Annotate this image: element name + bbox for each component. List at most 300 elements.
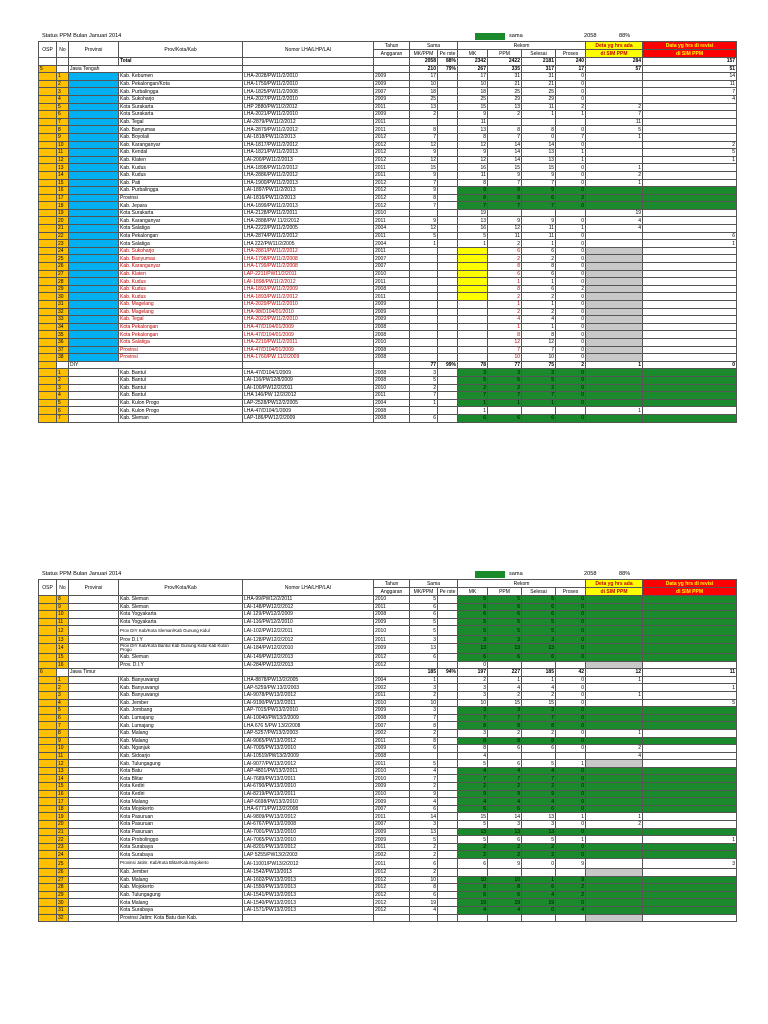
deta-value bbox=[586, 384, 643, 392]
row-number: 4 bbox=[57, 699, 69, 707]
mk-value: 17 bbox=[458, 73, 488, 81]
col-deta-sub: di SIM PPM bbox=[586, 50, 643, 58]
row-number: 3 bbox=[57, 384, 69, 392]
kab-name: Kab. Magelang bbox=[119, 301, 243, 309]
revisi-value bbox=[643, 618, 737, 626]
osp-cell bbox=[39, 783, 57, 791]
proses-value: 0 bbox=[556, 126, 586, 134]
row-number: 1 bbox=[57, 73, 69, 81]
report-number: LHA-2028/PW11/2/2010 bbox=[243, 73, 374, 81]
row-number: 29 bbox=[57, 285, 69, 293]
ppm-value: 6 bbox=[488, 270, 522, 278]
proses-value: 0 bbox=[556, 653, 586, 661]
table-row bbox=[39, 126, 737, 134]
deta-value bbox=[586, 301, 643, 309]
report-number: LAI-1898/PW11/2/2012 bbox=[243, 278, 374, 286]
table-row bbox=[39, 88, 737, 96]
proses-value: 0 bbox=[556, 232, 586, 240]
revisi-value bbox=[643, 876, 737, 884]
selesai-value: 5 bbox=[522, 376, 556, 384]
year: 2012 bbox=[374, 179, 410, 187]
proses-value: 0 bbox=[556, 618, 586, 626]
revisi-value bbox=[643, 745, 737, 753]
report-number: LAI-9078/PW13/2/2012 bbox=[243, 691, 374, 699]
revisi-value bbox=[643, 821, 737, 829]
year: 2012 bbox=[374, 194, 410, 202]
selesai-value bbox=[522, 869, 556, 877]
osp-cell bbox=[39, 767, 57, 775]
mk-value: 5 bbox=[458, 232, 488, 240]
osp-cell bbox=[39, 859, 57, 869]
year: 2011 bbox=[374, 126, 410, 134]
osp-cell bbox=[39, 836, 57, 844]
mk-value: 5 bbox=[458, 596, 488, 604]
kab-name: Kab. Magelang bbox=[119, 308, 243, 316]
deta-value bbox=[586, 376, 643, 384]
province-cell bbox=[69, 285, 119, 293]
mk-value bbox=[458, 323, 488, 331]
same-count bbox=[410, 301, 438, 309]
percent-cell bbox=[438, 323, 458, 331]
table-row bbox=[39, 278, 737, 286]
table-row bbox=[39, 316, 737, 324]
proses-value: 0 bbox=[556, 255, 586, 263]
mk-value bbox=[458, 346, 488, 354]
selesai-value: 7 bbox=[522, 179, 556, 187]
table-row bbox=[39, 407, 737, 415]
row-number: 6 bbox=[57, 407, 69, 415]
kab-name: Kab. Karanganyar bbox=[119, 263, 243, 271]
kab-name: Kab. Lumajang bbox=[119, 714, 243, 722]
mk-value: 9 bbox=[458, 187, 488, 195]
year: 2009 bbox=[374, 95, 410, 103]
proses-value: 0 bbox=[556, 821, 586, 829]
percent-cell bbox=[438, 270, 458, 278]
year: 2012 bbox=[374, 661, 410, 669]
ppm-value: 2 bbox=[488, 691, 522, 699]
row-number: 3 bbox=[57, 691, 69, 699]
ppm-value: 15 bbox=[488, 699, 522, 707]
same-count bbox=[410, 263, 438, 271]
kab-name: Kab. Kudus bbox=[119, 278, 243, 286]
ppm-value: 14 bbox=[488, 156, 522, 164]
mk-value bbox=[458, 263, 488, 271]
ppm-value: 3 bbox=[488, 636, 522, 644]
deta-value bbox=[586, 914, 643, 922]
kab-name: Provinsi bbox=[119, 346, 243, 354]
report-number: LAI-1540/PW13/2/2013 bbox=[243, 899, 374, 907]
col-no: No bbox=[57, 42, 69, 58]
mk-value bbox=[458, 255, 488, 263]
mk-value: 3 bbox=[458, 369, 488, 377]
group-deta: 57 bbox=[586, 65, 643, 73]
cell bbox=[374, 58, 410, 66]
percent-cell bbox=[438, 285, 458, 293]
same-count: 25 bbox=[410, 95, 438, 103]
revisi-value bbox=[643, 798, 737, 806]
report-number: LHA-1799/PW11/2/2008 bbox=[243, 263, 374, 271]
kab-name: Prov DIY Kab/Kota Bantul Kab Gunung Kidul Kab Kulon Progo bbox=[119, 643, 243, 653]
province-cell bbox=[69, 399, 119, 407]
year: 2010 bbox=[374, 384, 410, 392]
row-number: 8 bbox=[57, 126, 69, 134]
same-count bbox=[410, 316, 438, 324]
selesai-value: 4 bbox=[522, 684, 556, 692]
selesai-value: 8 bbox=[522, 263, 556, 271]
proses-value: 1 bbox=[556, 760, 586, 768]
deta-value bbox=[586, 643, 643, 653]
ppm-value: 7 bbox=[488, 133, 522, 141]
same-count: 9 bbox=[410, 790, 438, 798]
deta-value bbox=[586, 270, 643, 278]
row-number: 34 bbox=[57, 323, 69, 331]
kab-name: Kab. Pati bbox=[119, 179, 243, 187]
kab-name: Kab. Banyuwangi bbox=[119, 676, 243, 684]
group-pct: 99% bbox=[438, 361, 458, 369]
selesai-value: 3 bbox=[522, 707, 556, 715]
table-row bbox=[39, 636, 737, 644]
row-number: 32 bbox=[57, 308, 69, 316]
deta-value: 4 bbox=[586, 225, 643, 233]
mk-value: 3 bbox=[458, 729, 488, 737]
deta-value bbox=[586, 876, 643, 884]
report-number: LAI-9065/PW13/2/2012 bbox=[243, 737, 374, 745]
year: 2008 bbox=[374, 611, 410, 619]
same-count: 6 bbox=[410, 653, 438, 661]
row-number: 6 bbox=[57, 111, 69, 119]
same-count bbox=[410, 308, 438, 316]
revisi-value: 1 bbox=[643, 156, 737, 164]
same-count: 10 bbox=[410, 876, 438, 884]
report-number: LAP-186/PW12/2/2009 bbox=[243, 414, 374, 422]
mk-value: 15 bbox=[458, 813, 488, 821]
proses-value bbox=[556, 869, 586, 877]
kab-name: Kota Batu bbox=[119, 767, 243, 775]
row-number: 5 bbox=[57, 399, 69, 407]
row-number: 15 bbox=[57, 783, 69, 791]
proses-value: 0 bbox=[556, 240, 586, 248]
selesai-value: 3 bbox=[522, 369, 556, 377]
ppm-value: 1 bbox=[488, 399, 522, 407]
selesai-value: 0 bbox=[522, 906, 556, 914]
same-count: 9 bbox=[410, 217, 438, 225]
province-cell bbox=[69, 278, 119, 286]
kab-name: Kab. Bantul bbox=[119, 384, 243, 392]
ppm-value: 8 bbox=[488, 884, 522, 892]
ppm-value: 14 bbox=[488, 813, 522, 821]
province-cell bbox=[69, 626, 119, 636]
deta-value: 1 bbox=[586, 729, 643, 737]
selesai-value: 10 bbox=[522, 354, 556, 362]
selesai-value: 4 bbox=[522, 767, 556, 775]
table-row bbox=[39, 699, 737, 707]
row-number: 7 bbox=[57, 414, 69, 422]
mk-value: 6 bbox=[458, 805, 488, 813]
col-persen: Pe rste bbox=[438, 588, 458, 596]
mk-value: 5 bbox=[458, 376, 488, 384]
revisi-value bbox=[643, 399, 737, 407]
deta-value: 2 bbox=[586, 745, 643, 753]
report-number: LHA-8878/PW13/2/2005 bbox=[243, 676, 374, 684]
proses-value: 0 bbox=[556, 399, 586, 407]
mk-value: 25 bbox=[458, 95, 488, 103]
year: 2007 bbox=[374, 263, 410, 271]
report-number: LAP 5255/PW13/2/2003 bbox=[243, 851, 374, 859]
ppm-value: 15 bbox=[488, 164, 522, 172]
kab-name: Kab. Sukoharjo bbox=[119, 95, 243, 103]
year: 2004 bbox=[374, 399, 410, 407]
deta-value: 1 bbox=[586, 179, 643, 187]
group-selesai: 185 bbox=[522, 669, 556, 677]
same-count: 18 bbox=[410, 88, 438, 96]
osp-cell bbox=[39, 141, 57, 149]
table-row bbox=[39, 301, 737, 309]
proses-value: 0 bbox=[556, 202, 586, 210]
cell bbox=[243, 361, 374, 369]
ppm-value: 7 bbox=[488, 179, 522, 187]
province-cell bbox=[69, 722, 119, 730]
deta-value bbox=[586, 661, 643, 669]
province-name: Jawa Timur bbox=[69, 669, 243, 677]
deta-value bbox=[586, 338, 643, 346]
province-cell bbox=[69, 676, 119, 684]
table-row bbox=[39, 73, 737, 81]
ppm-value: 2 bbox=[488, 240, 522, 248]
province-cell bbox=[69, 179, 119, 187]
row-number: 9 bbox=[57, 737, 69, 745]
same-count: 6 bbox=[410, 891, 438, 899]
mk-value: 2 bbox=[458, 783, 488, 791]
percent-cell bbox=[438, 141, 458, 149]
revisi-value bbox=[643, 263, 737, 271]
selesai-value: 9 bbox=[522, 790, 556, 798]
selesai-value: 1 bbox=[522, 240, 556, 248]
ppm-value: 5 bbox=[488, 376, 522, 384]
selesai-value: 7 bbox=[522, 714, 556, 722]
ppm-value: 2 bbox=[488, 851, 522, 859]
revisi-value bbox=[643, 729, 737, 737]
mk-value: 3 bbox=[458, 707, 488, 715]
percent-cell bbox=[438, 407, 458, 415]
deta-value: 1 bbox=[586, 407, 643, 415]
revisi-value bbox=[643, 187, 737, 195]
selesai-value: 6 bbox=[522, 247, 556, 255]
report-number: LHA-1760/PW 11/2/2009 bbox=[243, 354, 374, 362]
same-count: 8 bbox=[410, 884, 438, 892]
revisi-value: 2 bbox=[643, 141, 737, 149]
proses-value bbox=[556, 752, 586, 760]
row-number: 38 bbox=[57, 354, 69, 362]
osp-cell bbox=[39, 414, 57, 422]
report-number: LHA-2210/PW11/2/2011 bbox=[243, 338, 374, 346]
revisi-value bbox=[643, 636, 737, 644]
percent-cell bbox=[438, 263, 458, 271]
kab-name: Kab. Nganjuk bbox=[119, 745, 243, 753]
deta-value bbox=[586, 187, 643, 195]
proses-value: 0 bbox=[556, 338, 586, 346]
ppm-value bbox=[488, 914, 522, 922]
kab-name: Kab. Kudus bbox=[119, 164, 243, 172]
ppm-value: 6 bbox=[488, 603, 522, 611]
deta-value bbox=[586, 636, 643, 644]
table-row bbox=[39, 323, 737, 331]
kab-name: Kota Surabaya bbox=[119, 906, 243, 914]
percent-cell bbox=[438, 643, 458, 653]
table-row bbox=[39, 270, 737, 278]
revisi-value bbox=[643, 767, 737, 775]
year: 2004 bbox=[374, 240, 410, 248]
percent-cell bbox=[438, 217, 458, 225]
province-cell bbox=[69, 859, 119, 869]
row-number: 2 bbox=[57, 376, 69, 384]
percent-cell bbox=[438, 722, 458, 730]
same-count: 2 bbox=[410, 783, 438, 791]
same-count: 3 bbox=[410, 684, 438, 692]
col-anggaran: Anggaran bbox=[374, 588, 410, 596]
report-number: LAI-11001/PW13/2/2012 bbox=[243, 859, 374, 869]
proses-value: 0 bbox=[556, 293, 586, 301]
same-count: 6 bbox=[410, 805, 438, 813]
report-number: LHA 146/PW 12/2/2012 bbox=[243, 392, 374, 400]
row-number: 9 bbox=[57, 603, 69, 611]
province-cell bbox=[69, 346, 119, 354]
year: 2008 bbox=[374, 331, 410, 339]
percent-cell bbox=[438, 636, 458, 644]
osp-cell bbox=[39, 126, 57, 134]
table-row bbox=[39, 859, 737, 869]
table-row bbox=[39, 111, 737, 119]
table-row bbox=[39, 899, 737, 907]
table-row bbox=[39, 95, 737, 103]
proses-value: 0 bbox=[556, 270, 586, 278]
table-row bbox=[39, 247, 737, 255]
proses-value: 0 bbox=[556, 301, 586, 309]
same-count bbox=[410, 255, 438, 263]
year: 2007 bbox=[374, 805, 410, 813]
percent-cell bbox=[438, 202, 458, 210]
percent-cell bbox=[438, 255, 458, 263]
total-row bbox=[39, 58, 737, 66]
proses-value: 0 bbox=[556, 95, 586, 103]
report-number: LAI-7005/PW13/2/2010 bbox=[243, 745, 374, 753]
proses-value: 0 bbox=[556, 278, 586, 286]
osp-cell bbox=[39, 611, 57, 619]
report-number: LAI-116/PW12/8/2009 bbox=[243, 376, 374, 384]
year: 2009 bbox=[374, 618, 410, 626]
osp-cell bbox=[39, 636, 57, 644]
table-row bbox=[39, 118, 737, 126]
selesai-value: 2 bbox=[522, 308, 556, 316]
kab-name: Provinsi Jatim: Kota Batu dan Kab. bbox=[119, 914, 243, 922]
mk-value: 9 bbox=[458, 790, 488, 798]
kab-name: Kab. Klaten bbox=[119, 270, 243, 278]
table-row bbox=[39, 202, 737, 210]
cell bbox=[243, 65, 374, 73]
group-proses: 2 bbox=[556, 361, 586, 369]
row-number: 17 bbox=[57, 194, 69, 202]
ppm-value: 4 bbox=[488, 316, 522, 324]
mk-value: 19 bbox=[458, 899, 488, 907]
deta-value bbox=[586, 653, 643, 661]
deta-value bbox=[586, 369, 643, 377]
kab-name: Kab. Sidoarjo bbox=[119, 752, 243, 760]
kab-name: Kota Surakarta bbox=[119, 103, 243, 111]
osp-cell bbox=[39, 813, 57, 821]
table-row bbox=[39, 133, 737, 141]
report-number: LAP-5259/PW.13/2/2003 bbox=[243, 684, 374, 692]
total-deta: 284 bbox=[586, 58, 643, 66]
row-number: 7 bbox=[57, 722, 69, 730]
row-number: 33 bbox=[57, 316, 69, 324]
revisi-value bbox=[643, 603, 737, 611]
same-count: 5 bbox=[410, 626, 438, 636]
table-body bbox=[39, 58, 737, 423]
province-cell bbox=[69, 596, 119, 604]
year: 2008 bbox=[374, 323, 410, 331]
report-number: LHA-1759/PW11/2/2010 bbox=[243, 80, 374, 88]
report-number: LHA-2128/PW11/2/2011 bbox=[243, 209, 374, 217]
selesai-value: 6 bbox=[522, 884, 556, 892]
year: 2002 bbox=[374, 729, 410, 737]
ppm-value: 14 bbox=[488, 141, 522, 149]
percent-cell bbox=[438, 729, 458, 737]
same-count bbox=[410, 661, 438, 669]
proses-value: 1 bbox=[556, 225, 586, 233]
same-count: 3 bbox=[410, 821, 438, 829]
same-count bbox=[410, 293, 438, 301]
cell bbox=[243, 669, 374, 677]
selesai-value: 6 bbox=[522, 270, 556, 278]
proses-value: 0 bbox=[556, 369, 586, 377]
row-number: 32 bbox=[57, 914, 69, 922]
percent-cell bbox=[438, 247, 458, 255]
group-selesai: 75 bbox=[522, 361, 556, 369]
table-row bbox=[39, 240, 737, 248]
percent-cell bbox=[438, 369, 458, 377]
table-row bbox=[39, 285, 737, 293]
status-percent: 88% bbox=[619, 571, 631, 577]
report-number: LAI-200/PW11/2/2013 bbox=[243, 156, 374, 164]
mk-value bbox=[458, 301, 488, 309]
ppm-value bbox=[488, 869, 522, 877]
row-number: 17 bbox=[57, 798, 69, 806]
same-count: 17 bbox=[410, 73, 438, 81]
revisi-value bbox=[643, 869, 737, 877]
same-count: 6 bbox=[410, 611, 438, 619]
ppm-value: 13 bbox=[488, 643, 522, 653]
province-cell bbox=[69, 217, 119, 225]
table-row bbox=[39, 217, 737, 225]
percent-cell bbox=[438, 301, 458, 309]
mk-value: 2 bbox=[458, 851, 488, 859]
proses-value: 0 bbox=[556, 164, 586, 172]
same-count: 7 bbox=[410, 392, 438, 400]
province-cell bbox=[69, 891, 119, 899]
proses-value: 0 bbox=[556, 187, 586, 195]
deta-value bbox=[586, 263, 643, 271]
deta-value bbox=[586, 891, 643, 899]
report-number: LHA-47/D104/01/2009 bbox=[243, 331, 374, 339]
same-count: 3 bbox=[410, 707, 438, 715]
group-mkppm: 185 bbox=[410, 669, 438, 677]
osp-cell bbox=[39, 714, 57, 722]
total-label: Total bbox=[119, 58, 243, 66]
kab-name: Kab. Sleman bbox=[119, 596, 243, 604]
col-provinsi: Provinsi bbox=[69, 42, 119, 58]
province-cell bbox=[69, 263, 119, 271]
province-cell bbox=[69, 828, 119, 836]
header-row bbox=[39, 42, 737, 50]
